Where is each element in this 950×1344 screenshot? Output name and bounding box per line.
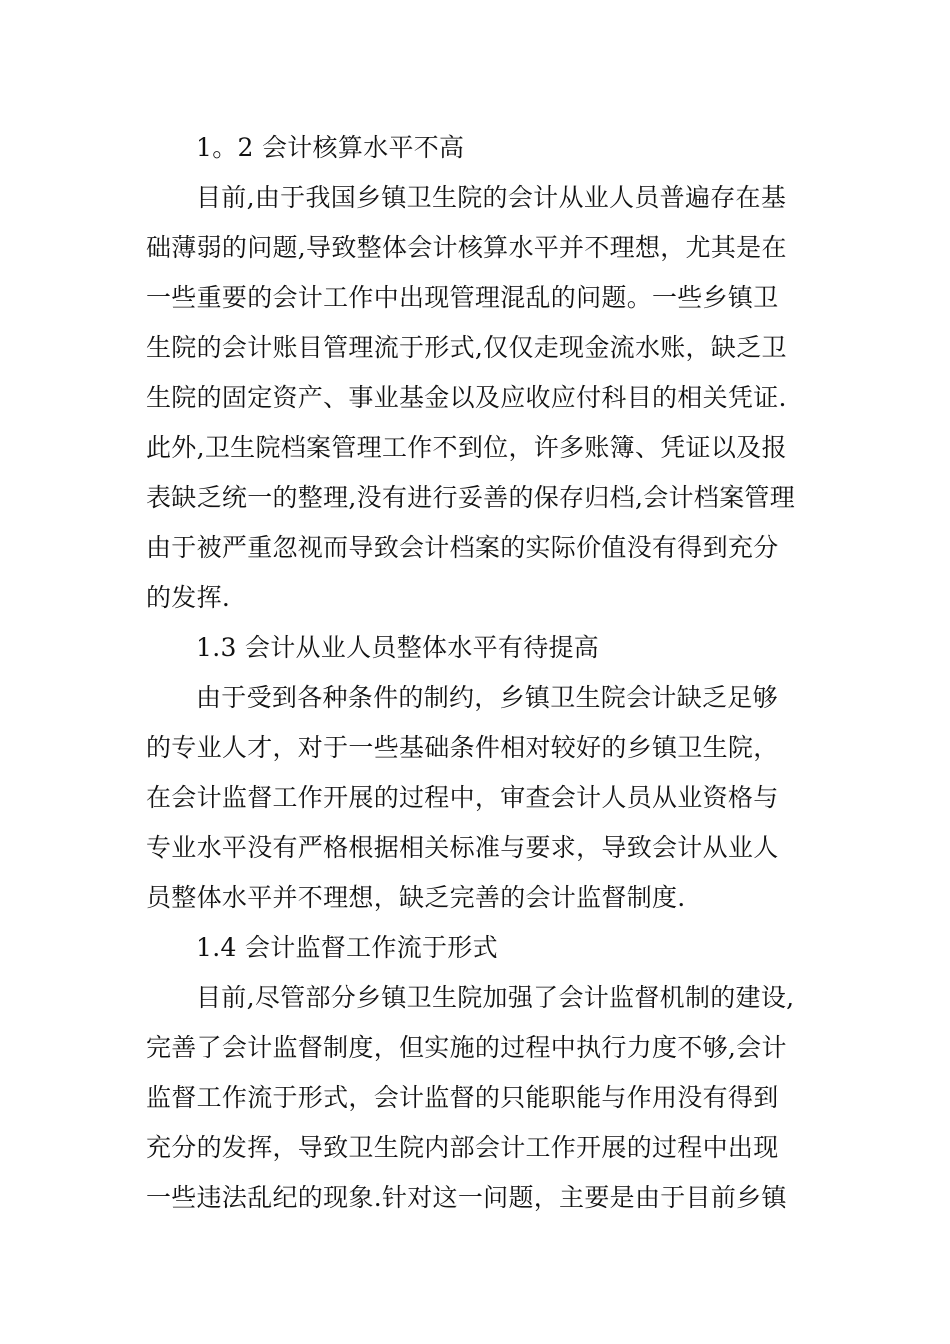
paragraph-line: 础薄弱的问题,导致整体会计核算水平并不理想，尤其是在 — [146, 233, 787, 262]
paragraph-line: 在会计监督工作开展的过程中，审查会计人员从业资格与 — [146, 783, 779, 812]
section-heading-1-3: 1.3 会计从业人员整体水平有待提高 — [196, 633, 600, 662]
paragraph-line: 生院的会计账目管理流于形式,仅仅走现金流水账，缺乏卫 — [146, 333, 787, 362]
paragraph-line: 由于被严重忽视而导致会计档案的实际价值没有得到充分 — [146, 533, 779, 562]
paragraph-line: 监督工作流于形式，会计监督的只能职能与作用没有得到 — [146, 1083, 779, 1112]
section-heading-1-2: 1。2 会计核算水平不高 — [196, 133, 465, 162]
paragraph-line: 一些重要的会计工作中出现管理混乱的问题。一些乡镇卫 — [146, 283, 779, 312]
paragraph-line: 此外,卫生院档案管理工作不到位，许多账簿、凭证以及报 — [146, 433, 787, 462]
paragraph-line: 完善了会计监督制度，但实施的过程中执行力度不够,会计 — [146, 1033, 787, 1062]
paragraph-line: 员整体水平并不理想，缺乏完善的会计监督制度. — [146, 883, 686, 912]
paragraph-line: 目前,由于我国乡镇卫生院的会计从业人员普遍存在基 — [196, 183, 787, 212]
section-heading-1-4: 1.4 会计监督工作流于形式 — [196, 933, 498, 962]
paragraph-line: 由于受到各种条件的制约，乡镇卫生院会计缺乏足够 — [196, 683, 778, 712]
paragraph-line: 充分的发挥，导致卫生院内部会计工作开展的过程中出现 — [146, 1133, 779, 1162]
paragraph-line: 生院的固定资产、事业基金以及应收应付科目的相关凭证. — [146, 383, 787, 412]
paragraph-line: 的专业人才，对于一些基础条件相对较好的乡镇卫生院， — [146, 733, 779, 762]
paragraph-line: 专业水平没有严格根据相关标准与要求，导致会计从业人 — [146, 833, 779, 862]
paragraph-line: 一些违法乱纪的现象.针对这一问题，主要是由于目前乡镇 — [146, 1183, 787, 1212]
paragraph-line: 目前,尽管部分乡镇卫生院加强了会计监督机制的建设, — [196, 983, 795, 1012]
paragraph-line: 的发挥. — [146, 583, 231, 612]
paragraph-line: 表缺乏统一的整理,没有进行妥善的保存归档,会计档案管理 — [146, 483, 795, 512]
